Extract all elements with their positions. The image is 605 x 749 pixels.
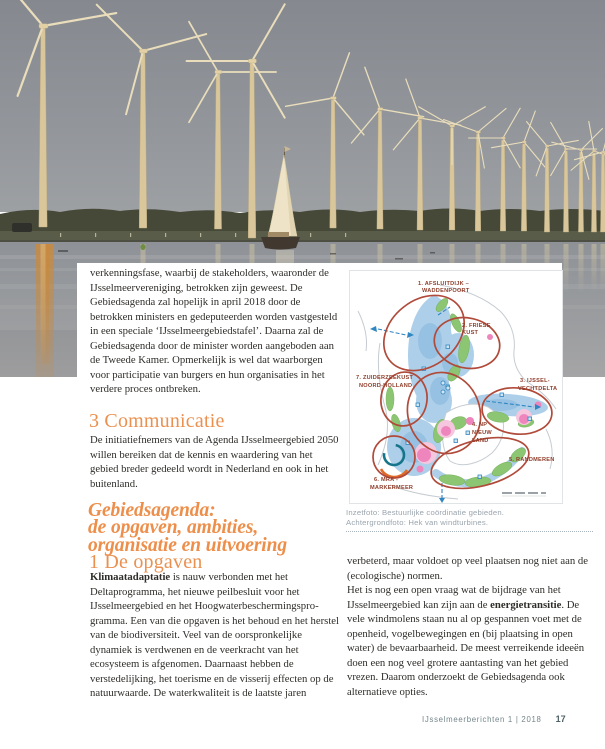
- map-label-np-nieuw-land-2: NIEUW: [472, 430, 492, 436]
- energietransitie-bold: energietransitie: [490, 598, 562, 611]
- continuation-text-1: verbeterd, maar voldoet op veel plaatsen nog niet aan de (ecologische) normen.: [347, 555, 588, 582]
- feature-heading: [88, 502, 348, 554]
- sky: [0, 0, 605, 212]
- map-caption: [346, 508, 596, 529]
- map-label-zuiderzeekust-2: NOORD-HOLLAND: [359, 383, 413, 389]
- section-heading-opgaven: 1 De opgaven: [89, 551, 203, 573]
- tree-line: [0, 209, 605, 234]
- intro-paragraph: verkenningsfase, waarbij de stakeholders, waaronder de IJsselmeervereniging, betrokken zijn geweest. De Gebiedsagenda zal hopelijk in april 2018 door de betrokken ministers en gedeputeerden worden vastgesteld in een speciale ‘IJsselmeergebiedstafel’. Daarna zal de Gebiedsagenda door de minister worden aangeboden aan de Tweede Kamer. Opmerkelijk is wel dat waarborgen voor participatie van burgers en hun organisaties in het verdere proces ontbreken.: [90, 267, 338, 396]
- section-heading-communicatie: 3 Communicatie: [89, 410, 225, 432]
- buoy: [141, 244, 146, 250]
- feature-heading-line: Gebiedsagenda:: [88, 500, 216, 521]
- map-caption-line1: Inzetfoto: Bestuurlijke coördinatie gebieden.: [346, 508, 505, 517]
- map-label-np-nieuw-land: 4. NP: [472, 422, 488, 428]
- map-inset: [349, 270, 563, 504]
- feature-heading-line: organisatie en uitvoering: [88, 534, 288, 556]
- water-streak: [0, 255, 605, 259]
- map-label-afsluitdijk: 1. AFSLUITDIJK –: [418, 281, 470, 287]
- opgaven-text: is nauw verbonden met het Deltaprogramma, het nieuwe peilbesluit voor het IJsselmeergebied en het Hoogwaterbeschermingsprogramma. Een van die opgaven is het behoud en het herstel van de biodiversiteit. Veel van de oorspronkelijke dynamiek is verdwenen en de veerkracht van het ecosysteem is afgenomen. Daarnaast hebben de verstedelijking, het toerisme en de visserij effecten op de natuurwaarde. De waterkwaliteit is de laatste jaren: [90, 571, 339, 700]
- communicatie-paragraph: De initiatiefnemers van de Agenda IJsselmeergebied 2050 willen bereiken dat de kennis en waardering van het gebied breder gedeeld wordt in Nederland en ook in het buitenland.: [90, 434, 339, 490]
- page-number: 17: [555, 714, 566, 724]
- coordination-areas-map: [350, 271, 562, 503]
- continuation-text-3: . De vele windmolens staan nu al op gespannen voet met de openheid, vogelbewegingen en (bij plaatsing in open water) de bevaarbaarheid. De meest verreikende ideeën doen een nog veel grotere aantasting van het gebied vrezen. Daarom onderzoekt de Gebiedsagenda ook alternatieve opties.: [347, 598, 585, 698]
- map-label-zuiderzeekust: 7. ZUIDERZEEKUST: [356, 375, 414, 381]
- map-label-randmeren: 5. RANDMEREN: [509, 457, 555, 463]
- map-caption-line2: Achtergrondfoto: Hek van windturbines.: [346, 518, 489, 528]
- map-label-friese-kust: 2. FRIESE: [462, 323, 491, 329]
- map-label-mra-markermeer-2: MARKERMEER: [370, 485, 414, 491]
- journal-name: IJsselmeerberichten 1 | 2018: [422, 715, 542, 724]
- continuation-paragraph: [347, 554, 598, 699]
- map-label-afsluitdijk-2: WADDENPOORT: [422, 288, 470, 294]
- opgaven-paragraph: [90, 570, 341, 701]
- map-label-friese-kust-2: KUST: [462, 330, 479, 336]
- hull: [261, 237, 300, 250]
- caption-divider: [346, 531, 593, 532]
- feature-heading-line: de opgaven, ambities,: [88, 517, 259, 539]
- map-label-mra-markermeer: 6. MRA -: [374, 477, 399, 483]
- map-label-np-nieuw-land-3: LAND: [472, 438, 489, 444]
- continuation-text-2: Het is nog een open vraag wat de bijdrage van het IJsselmeergebied kan zijn aan de: [347, 584, 561, 611]
- vehicle-on-dike: [12, 223, 32, 232]
- map-label-ijssel-vechtdelta-2: VECHTDELTA: [518, 386, 558, 392]
- opgaven-lead-word: Klimaatadaptatie: [90, 571, 171, 583]
- cabin: [268, 232, 289, 237]
- page-footer: [422, 714, 566, 724]
- map-label-ijssel-vechtdelta: 3. IJSSEL-: [520, 378, 550, 384]
